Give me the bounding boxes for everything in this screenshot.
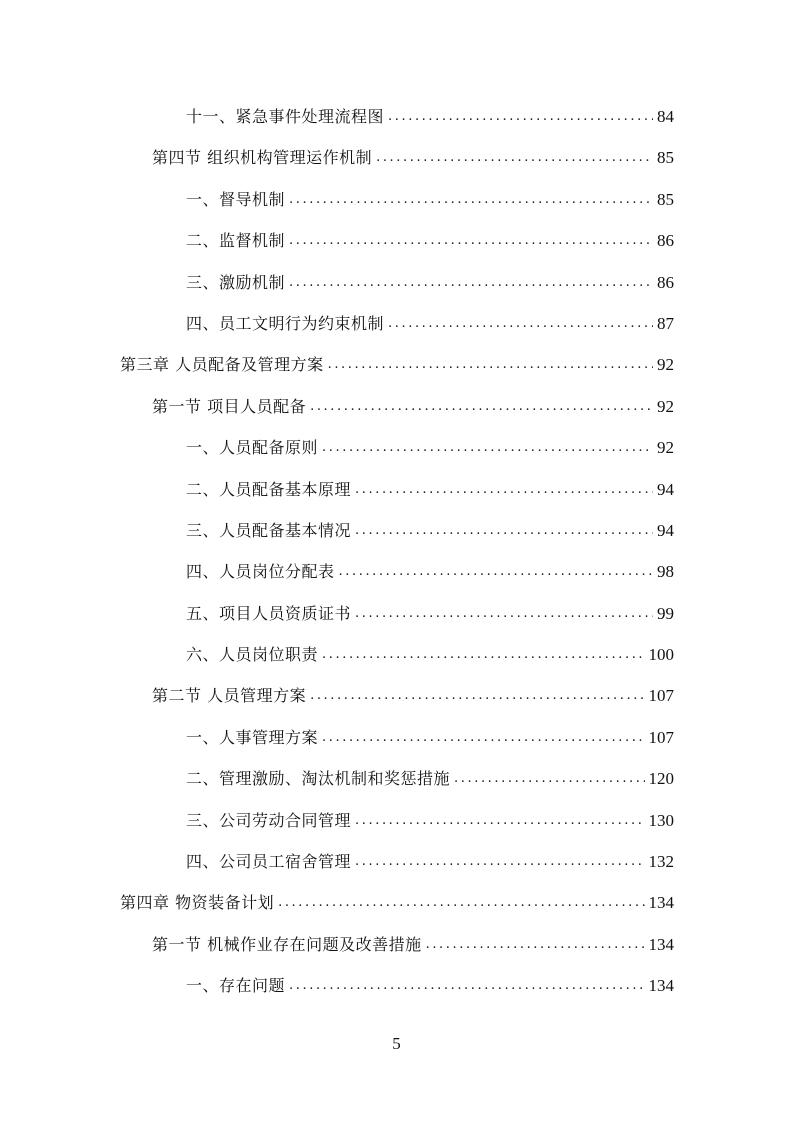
toc-dot-leader xyxy=(339,551,653,592)
toc-entry[interactable] xyxy=(0,800,793,841)
toc-entry-page: 134 xyxy=(648,893,674,913)
toc-dot-leader xyxy=(289,262,653,303)
toc-entry-title: 第一节 项目人员配备 xyxy=(152,396,307,416)
toc-entry[interactable] xyxy=(0,262,793,303)
page-number: 5 xyxy=(392,1034,401,1053)
toc-entry-title: 第二节 人员管理方案 xyxy=(152,686,307,706)
toc-dot-leader xyxy=(328,344,653,385)
toc-entry-page: 107 xyxy=(648,727,674,747)
toc-entry-title: 一、存在问题 xyxy=(186,976,286,996)
toc-dot-leader xyxy=(355,593,653,634)
toc-entry[interactable] xyxy=(0,634,793,675)
toc-entry[interactable] xyxy=(0,675,793,716)
toc-entry-title: 第四章 物资装备计划 xyxy=(120,893,275,913)
toc-dot-leader xyxy=(388,303,653,344)
toc-entry-title: 第四节 组织机构管理运作机制 xyxy=(152,148,373,168)
toc-entry-title: 第三章 人员配备及管理方案 xyxy=(120,355,324,375)
toc-entry[interactable] xyxy=(0,179,793,220)
toc-entry[interactable] xyxy=(0,882,793,923)
toc-entry[interactable] xyxy=(0,841,793,882)
toc-entry-title: 一、人员配备原则 xyxy=(186,438,319,458)
toc-entry-title: 第一节 机械作业存在问题及改善措施 xyxy=(152,934,422,954)
toc-entry-page: 94 xyxy=(657,479,674,499)
toc-entry-title: 四、公司员工宿舍管理 xyxy=(186,852,352,872)
toc-entry[interactable] xyxy=(0,220,793,261)
toc-entry[interactable] xyxy=(0,344,793,385)
toc-entry-title: 五、项目人员资质证书 xyxy=(186,603,352,623)
toc-entry-page: 100 xyxy=(648,645,674,665)
table-of-contents xyxy=(0,96,793,1007)
toc-dot-leader xyxy=(355,510,653,551)
toc-entry-title: 三、激励机制 xyxy=(186,272,286,292)
toc-entry-title: 六、人员岗位职责 xyxy=(186,645,319,665)
toc-dot-leader xyxy=(289,220,653,261)
toc-entry-title: 四、人员岗位分配表 xyxy=(186,562,335,582)
toc-entry-page: 99 xyxy=(657,603,674,623)
toc-dot-leader xyxy=(322,717,644,758)
toc-entry-page: 92 xyxy=(657,438,674,458)
toc-entry[interactable] xyxy=(0,386,793,427)
toc-dot-leader xyxy=(454,758,644,799)
toc-dot-leader xyxy=(289,965,644,1006)
toc-entry-title: 一、督导机制 xyxy=(186,189,286,209)
toc-entry[interactable] xyxy=(0,137,793,178)
toc-dot-leader xyxy=(355,800,644,841)
toc-entry-page: 94 xyxy=(657,520,674,540)
toc-entry[interactable] xyxy=(0,758,793,799)
toc-entry-page: 92 xyxy=(657,355,674,375)
toc-entry[interactable] xyxy=(0,965,793,1006)
toc-entry-title: 二、人员配备基本原理 xyxy=(186,479,352,499)
toc-entry-title: 二、管理激励、淘汰机制和奖惩措施 xyxy=(186,769,451,789)
toc-entry-page: 84 xyxy=(657,107,674,126)
toc-entry-page: 87 xyxy=(657,313,674,333)
toc-entry-page: 85 xyxy=(657,189,674,209)
toc-entry-title: 三、人员配备基本情况 xyxy=(186,520,352,540)
toc-entry[interactable] xyxy=(0,551,793,592)
toc-entry[interactable] xyxy=(0,717,793,758)
toc-entry-title: 二、监督机制 xyxy=(186,231,286,251)
toc-entry-page: 134 xyxy=(648,976,674,996)
toc-dot-leader xyxy=(376,137,653,178)
toc-dot-leader xyxy=(289,179,653,220)
toc-entry[interactable] xyxy=(0,924,793,965)
toc-dot-leader xyxy=(355,469,653,510)
toc-entry[interactable] xyxy=(0,427,793,468)
toc-entry-page: 130 xyxy=(648,810,674,830)
toc-entry-page: 134 xyxy=(648,934,674,954)
toc-entry[interactable] xyxy=(0,510,793,551)
toc-entry-page: 132 xyxy=(648,852,674,872)
toc-entry-page: 120 xyxy=(648,769,674,789)
toc-entry-title: 十一、紧急事件处理流程图 xyxy=(186,107,385,126)
toc-entry[interactable] xyxy=(0,469,793,510)
toc-entry-page: 98 xyxy=(657,562,674,582)
toc-dot-leader xyxy=(388,96,653,137)
toc-entry-page: 86 xyxy=(657,272,674,292)
toc-entry-page: 85 xyxy=(657,148,674,168)
toc-dot-leader xyxy=(322,634,644,675)
toc-entry[interactable] xyxy=(0,593,793,634)
toc-dot-leader xyxy=(426,924,645,965)
toc-entry[interactable] xyxy=(0,303,793,344)
toc-dot-leader xyxy=(322,427,653,468)
toc-entry-title: 四、员工文明行为约束机制 xyxy=(186,313,385,333)
toc-entry-page: 86 xyxy=(657,231,674,251)
toc-entry-title: 三、公司劳动合同管理 xyxy=(186,810,352,830)
toc-dot-leader xyxy=(278,882,644,923)
toc-entry-title: 一、人事管理方案 xyxy=(186,727,319,747)
toc-dot-leader xyxy=(310,675,644,716)
toc-entry-page: 92 xyxy=(657,396,674,416)
toc-dot-leader xyxy=(310,386,653,427)
toc-entry[interactable] xyxy=(0,96,793,137)
toc-dot-leader xyxy=(355,841,644,882)
toc-entry-page: 107 xyxy=(648,686,674,706)
